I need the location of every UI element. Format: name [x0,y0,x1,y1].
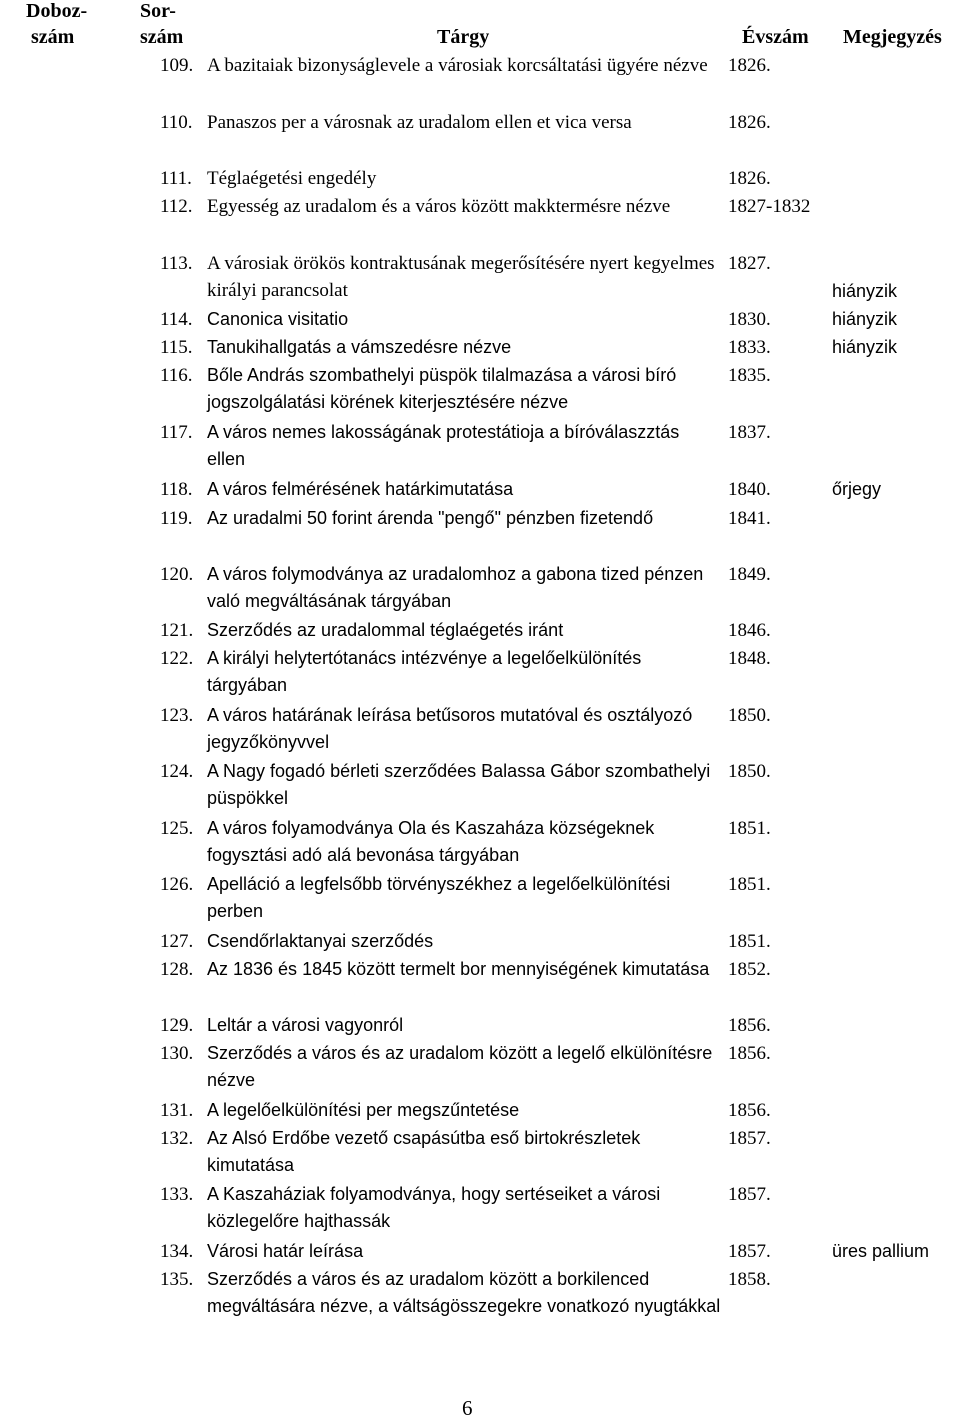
row-number: 111. [160,168,192,189]
row-subject: Canonica visitatio [207,309,349,329]
row-subject: Tanukihallgatás a vámszedésre nézve [207,337,512,357]
row-number: 129. [160,1015,194,1036]
row-subject: Szerződés a város és az uradalom között a borkilenced megváltására nézve, a váltságösszegekre vonatkozó nyugtákkal [207,1269,721,1316]
row-number: 113. [160,253,193,274]
row-subject: A város nemes lakosságának protestátioja a bíróválaszztás ellen [207,422,680,469]
row-number: 127. [160,931,194,952]
row-subject: Csendőrlaktanyai szerződés [207,931,434,951]
row-year: 1835. [728,365,771,386]
row-number: 130. [160,1043,194,1064]
row-subject: A legelőelkülönítési per megszűntetése [207,1100,520,1120]
row-number: 123. [160,705,194,726]
row-number: 110. [160,112,193,133]
row-year: 1852. [728,959,771,980]
row-year: 1857. [728,1184,771,1205]
row-subject: A királyi helytertótanács intézvénye a legelőelkülönítés tárgyában [207,648,642,695]
row-year: 1827-1832 [728,196,811,217]
row-year: 1851. [728,818,771,839]
row-year: 1856. [728,1043,771,1064]
row-subject: Apelláció a legfelsőbb törvényszékhez a legelőelkülönítési perben [207,874,671,921]
row-subject: A város folymodványa az uradalomhoz a gabona tized pénzen való megváltásának tárgyában [207,564,704,611]
row-number: 118. [160,479,193,500]
row-number: 126. [160,874,194,895]
row-year: 1851. [728,874,771,895]
row-year: 1858. [728,1269,771,1290]
row-year: 1841. [728,508,771,529]
row-year: 1857. [728,1241,771,1262]
row-subject: A város felmérésének határkimutatása [207,479,514,499]
row-year: 1857. [728,1128,771,1149]
row-year: 1830. [728,309,771,330]
row-number: 133. [160,1184,194,1205]
row-year: 1826. [728,55,771,76]
row-subject: Egyesség az uradalom és a város között makktermésre nézve [207,196,671,217]
header-note: Megjegyzés [843,26,942,48]
row-year: 1840. [728,479,771,500]
row-number: 132. [160,1128,194,1149]
row-subject: Városi határ leírása [207,1241,364,1261]
row-number: 135. [160,1269,194,1290]
row-note: hiányzik [832,337,898,357]
row-number: 112. [160,196,193,217]
row-year: 1826. [728,112,771,133]
row-number: 109. [160,55,194,76]
row-subject: Az 1836 és 1845 között termelt bor mennyiségének kimutatása [207,959,710,979]
row-note: üres pallium [832,1241,930,1261]
row-number: 114. [160,309,193,330]
header-box-number-line2: szám [31,26,75,48]
row-note: őrjegy [832,479,882,499]
row-year: 1833. [728,337,771,358]
row-subject: Szerződés a város és az uradalom között a legelő elkülönítésre nézve [207,1043,713,1090]
row-subject: Szerződés az uradalommal téglaégetés iránt [207,620,564,640]
row-number: 128. [160,959,194,980]
header-box-number-line1: Doboz- [26,0,88,22]
row-subject: A Nagy fogadó bérleti szerződées Balassa Gábor szombathelyi püspökkel [207,761,711,808]
row-number: 134. [160,1241,194,1262]
row-number: 119. [160,508,193,529]
row-subject: A városiak örökös kontraktusának megerősítésére nyert kegyelmes királyi parancsolat [207,253,715,301]
row-year: 1850. [728,761,771,782]
row-number: 125. [160,818,194,839]
row-subject: Leltár a városi vagyonról [207,1015,404,1035]
row-number: 115. [160,337,193,358]
row-subject: Az uradalmi 50 forint árenda "pengő" pénzben fizetendő [207,508,654,528]
page-number: 6 [462,1396,473,1420]
row-number: 120. [160,564,194,585]
header-seq-number-line1: Sor- [140,0,176,22]
row-subject: A város folyamodványa Ola és Kaszaháza községeknek fogysztási adó alá bevonása tárgyában [207,818,655,865]
row-note: hiányzik [832,281,898,301]
row-number: 121. [160,620,194,641]
row-number: 131. [160,1100,194,1121]
row-subject: A város határának leírása betűsoros mutatóval és osztályozó jegyzőkönyvvel [207,705,693,752]
header-seq-number-line2: szám [140,26,184,48]
row-subject: Bőle András szombathelyi püspök tilalmazása a városi bíró jogszolgálatási körének kiterjesztésére nézve [207,365,677,412]
row-number: 116. [160,365,193,386]
header-subject: Tárgy [437,26,490,48]
row-number: 122. [160,648,194,669]
row-subject: Az Alsó Erdőbe vezető csapásútba eső birtokrészletek kimutatása [207,1128,641,1175]
row-number: 124. [160,761,194,782]
row-year: 1827. [728,253,771,274]
row-subject: A Kaszaháziak folyamodványa, hogy sertéseiket a városi közlegelőre hajthassák [207,1184,661,1231]
row-year: 1837. [728,422,771,443]
row-subject: Téglaégetési engedély [207,168,377,189]
row-year: 1856. [728,1015,771,1036]
row-year: 1849. [728,564,771,585]
row-year: 1850. [728,705,771,726]
row-subject: A bazitaiak bizonyságlevele a városiak korcsáltatási ügyére nézve [207,55,708,76]
header-year: Évszám [742,26,809,48]
row-note: hiányzik [832,309,898,329]
row-number: 117. [160,422,193,443]
row-year: 1848. [728,648,771,669]
row-subject: Panaszos per a városnak az uradalom ellen et vica versa [207,112,632,133]
row-year: 1851. [728,931,771,952]
row-year: 1846. [728,620,771,641]
row-year: 1826. [728,168,771,189]
row-year: 1856. [728,1100,771,1121]
